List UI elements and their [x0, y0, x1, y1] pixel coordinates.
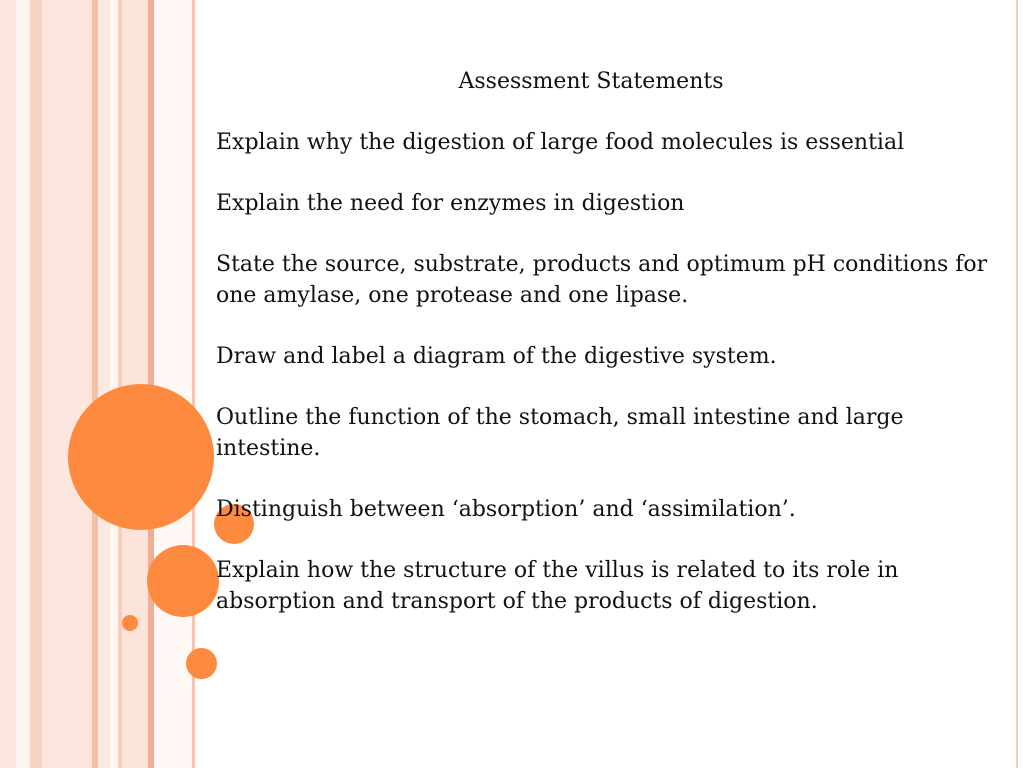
medium-decorative-circle: [147, 545, 219, 617]
assessment-statement: Explain why the digestion of large food molecules is essential: [216, 130, 905, 155]
left-stripe-band: [30, 0, 42, 768]
left-stripe-band: [16, 0, 30, 768]
assessment-statement: Explain how the structure of the villus is related to its role in absorption and transport of the products of digestion.: [216, 558, 899, 614]
small-decorative-circle: [186, 648, 217, 679]
large-decorative-circle: [68, 384, 214, 530]
left-stripe-band: [42, 0, 92, 768]
right-border-line: [1016, 0, 1018, 768]
slide-content: [216, 66, 1006, 647]
assessment-statement: Draw and label a diagram of the digestive system.: [216, 344, 777, 369]
assessment-statement: Outline the function of the stomach, small intestine and large intestine.: [216, 405, 904, 461]
assessment-statement: Distinguish between ‘absorption’ and ‘assimilation’.: [216, 497, 796, 522]
slide-title: Assessment Statements: [458, 69, 724, 94]
left-stripe-band: [110, 0, 118, 768]
assessment-statement: State the source, substrate, products and optimum pH conditions for one amylase, one protease and one lipase.: [216, 252, 988, 308]
left-stripe-band: [154, 0, 192, 768]
tiny-decorative-circle: [122, 615, 138, 631]
left-stripe-band: [98, 0, 110, 768]
left-stripe-band: [0, 0, 16, 768]
assessment-statement: Explain the need for enzymes in digestion: [216, 191, 685, 216]
